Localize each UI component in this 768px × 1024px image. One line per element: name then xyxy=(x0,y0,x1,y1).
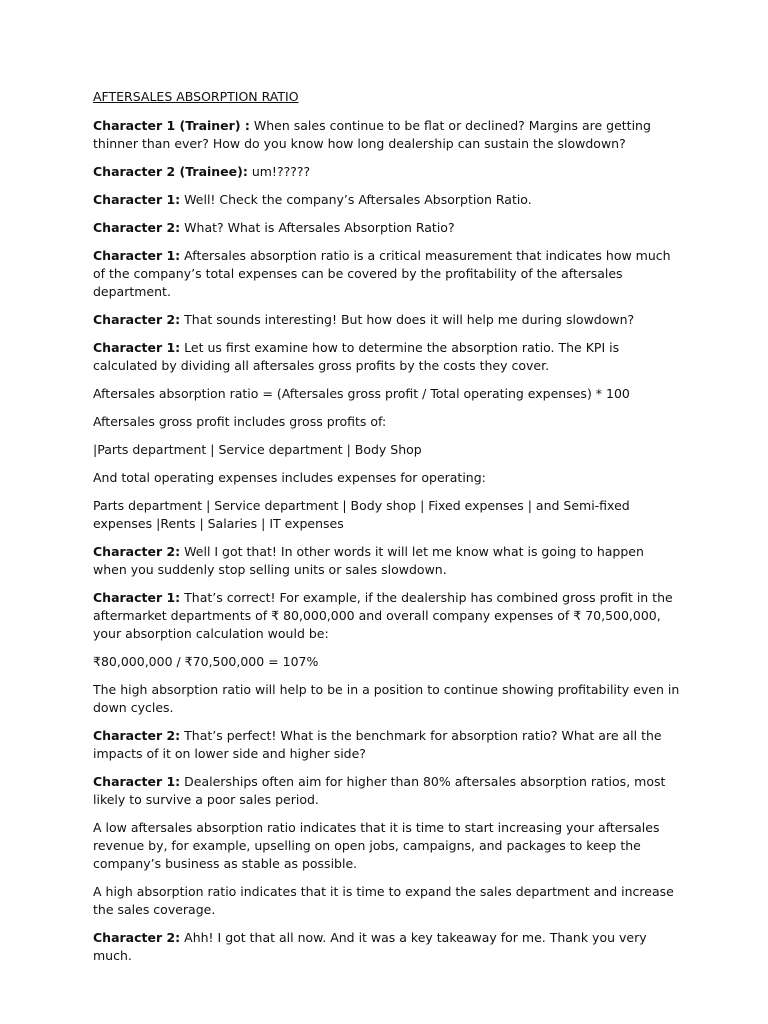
paragraph-text: Let us first examine how to determine the absorption ratio. The KPI is calculated by dividing all aftersales gross profits by the costs they cover. xyxy=(93,340,620,373)
speaker-label: Character 2: xyxy=(93,312,181,327)
speaker-label: Character 1: xyxy=(93,192,181,207)
paragraph-text: What? What is Aftersales Absorption Ratio? xyxy=(180,220,455,235)
paragraph xyxy=(93,727,680,763)
paragraph xyxy=(93,191,680,209)
paragraph-text: Aftersales absorption ratio = (Aftersales gross profit / Total operating expenses) * 100 xyxy=(93,386,630,401)
paragraph-text: The high absorption ratio will help to be in a position to continue showing profitability even in down cycles. xyxy=(93,682,680,715)
paragraph xyxy=(93,385,680,403)
speaker-label: Character 1: xyxy=(93,774,181,789)
paragraph-text: Aftersales gross profit includes gross profits of: xyxy=(93,414,387,429)
paragraph xyxy=(93,311,680,329)
paragraph-text: Well I got that! In other words it will let me know what is going to happen when you suddenly stop selling units or sales slowdown. xyxy=(93,544,644,577)
paragraph xyxy=(93,819,680,873)
paragraph xyxy=(93,219,680,237)
paragraph-text: When sales continue to be flat or declined? Margins are getting thinner than ever? How do you know how long dealership can sustain the slowdown? xyxy=(93,118,651,151)
paragraph-text: um!????? xyxy=(247,164,311,179)
paragraph-text: That’s correct! For example, if the dealership has combined gross profit in the aftermarket departments of ₹ 80,000,000 and overall company expenses of ₹ 70,500,000, your absorption calculation would be: xyxy=(93,590,673,641)
speaker-label: Character 2: xyxy=(93,544,181,559)
speaker-label: Character 2 (Trainee): xyxy=(93,164,248,179)
speaker-label: Character 2: xyxy=(93,220,181,235)
paragraph-text: Aftersales absorption ratio is a critical measurement that indicates how much of the company’s total expenses can be covered by the profitability of the aftersales department. xyxy=(93,248,671,299)
document-title: AFTERSALES ABSORPTION RATIO xyxy=(93,89,299,104)
paragraph-text: And total operating expenses includes expenses for operating: xyxy=(93,470,486,485)
paragraph xyxy=(93,681,680,717)
paragraph xyxy=(93,469,680,487)
speaker-label: Character 1: xyxy=(93,590,181,605)
paragraph-text: ₹80,000,000 / ₹70,500,000 = 107% xyxy=(93,654,319,669)
paragraph xyxy=(93,339,680,375)
paragraph-text: Well! Check the company’s Aftersales Absorption Ratio. xyxy=(180,192,532,207)
paragraph xyxy=(93,441,680,459)
paragraph-text: That sounds interesting! But how does it will help me during slowdown? xyxy=(180,312,635,327)
paragraph xyxy=(93,653,680,671)
speaker-label: Character 2: xyxy=(93,728,181,743)
paragraph xyxy=(93,247,680,301)
paragraph xyxy=(93,497,680,533)
speaker-label: Character 1: xyxy=(93,248,181,263)
paragraph xyxy=(93,163,680,181)
paragraph xyxy=(93,929,680,965)
paragraph-text: |Parts department | Service department | Body Shop xyxy=(93,442,422,457)
paragraph xyxy=(93,543,680,579)
paragraph xyxy=(93,117,680,153)
paragraph xyxy=(93,413,680,431)
paragraph xyxy=(93,883,680,919)
speaker-label: Character 1 (Trainer) : xyxy=(93,118,250,133)
paragraph-text: Dealerships often aim for higher than 80% aftersales absorption ratios, most likely to survive a poor sales period. xyxy=(93,774,666,807)
speaker-label: Character 2: xyxy=(93,930,181,945)
paragraph-text: Ahh! I got that all now. And it was a key takeaway for me. Thank you very much. xyxy=(93,930,647,963)
document-body xyxy=(93,117,680,965)
paragraph-text: A low aftersales absorption ratio indicates that it is time to start increasing your aftersales revenue by, for example, upselling on open jobs, campaigns, and packages to keep the company’s business as stable as possible. xyxy=(93,820,660,871)
paragraph-text: That’s perfect! What is the benchmark for absorption ratio? What are all the impacts of it on lower side and higher side? xyxy=(93,728,662,761)
paragraph-text: A high absorption ratio indicates that it is time to expand the sales department and increase the sales coverage. xyxy=(93,884,674,917)
paragraph xyxy=(93,773,680,809)
paragraph xyxy=(93,589,680,643)
speaker-label: Character 1: xyxy=(93,340,181,355)
paragraph-text: Parts department | Service department | Body shop | Fixed expenses | and Semi-fixed expenses |Rents | Salaries | IT expenses xyxy=(93,498,630,531)
